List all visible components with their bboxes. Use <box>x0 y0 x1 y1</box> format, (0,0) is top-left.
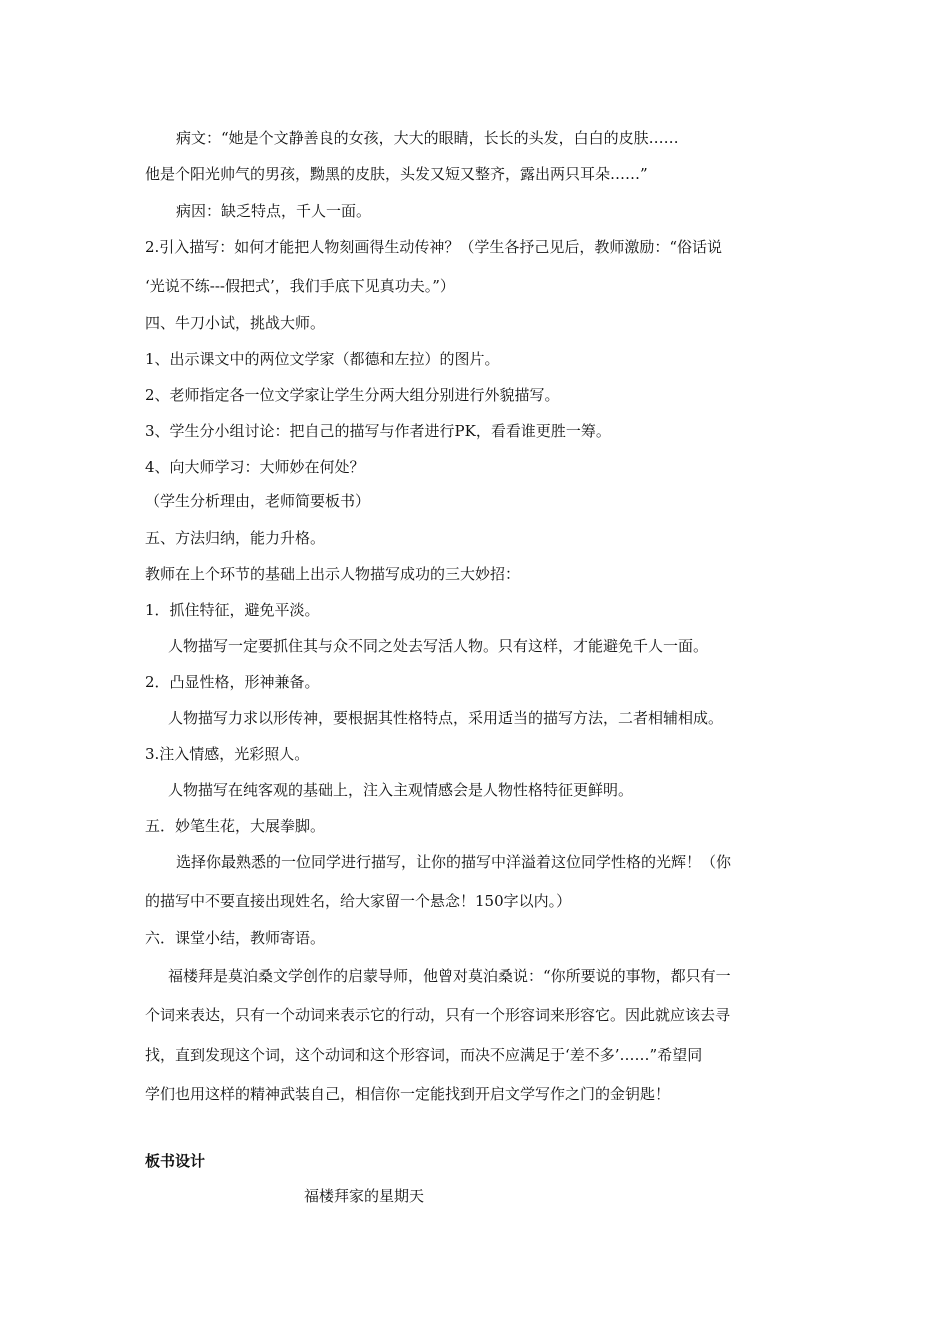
section-heading: 四、牛刀小试，挑战大师。 <box>145 314 326 332</box>
section-heading: 五、方法归纳，能力升格。 <box>145 529 326 547</box>
text-line: 1．抓住特征，避免平淡。 <box>145 601 320 619</box>
section-heading: 五．妙笔生花，大展拳脚。 <box>145 817 326 835</box>
text-line: 他是个阳光帅气的男孩，黝黑的皮肤，头发又短又整齐，露出两只耳朵……” <box>145 165 648 183</box>
text-line: 病因：缺乏特点，千人一面。 <box>176 202 372 220</box>
text-line: 2.引入描写：如何才能把人物刻画得生动传神？（学生各抒己见后，教师激励：“俗话说 <box>145 238 722 256</box>
text-line: 人物描写一定要抓住其与众不同之处去写活人物。只有这样，才能避免千人一面。 <box>168 637 709 655</box>
text-line: 病文：“她是个文静善良的女孩，大大的眼睛，长长的头发，白白的皮肤…… <box>176 129 679 147</box>
text-line: 个词来表达，只有一个动词来表示它的行动，只有一个形容词来形容它。因此就应该去寻 <box>145 1006 731 1024</box>
text-line: 3、学生分小组讨论：把自己的描写与作者进行PK，看看谁更胜一筹。 <box>145 422 611 440</box>
section-heading: 六．课堂小结，教师寄语。 <box>145 929 326 947</box>
board-title: 福楼拜家的星期天 <box>304 1187 425 1205</box>
text-line: 1、出示课文中的两位文学家（都德和左拉）的图片。 <box>145 350 500 368</box>
text-line: 4、向大师学习：大师妙在何处？ <box>145 458 365 476</box>
text-line: 3.注入情感，光彩照人。 <box>145 745 310 763</box>
text-line: 福楼拜是莫泊桑文学创作的启蒙导师，他曾对莫泊桑说：“你所要说的事物，都只有一 <box>168 967 731 985</box>
text-line: 的描写中不要直接出现姓名，给大家留一个悬念！150字以内。） <box>145 892 572 910</box>
text-line: （学生分析理由，老师简要板书） <box>145 492 371 510</box>
text-line: 2．凸显性格，形神兼备。 <box>145 673 320 691</box>
text-line: 2、老师指定各一位文学家让学生分两大组分别进行外貌描写。 <box>145 386 560 404</box>
text-line: 人物描写力求以形传神，要根据其性格特点，采用适当的描写方法，二者相辅相成。 <box>168 709 724 727</box>
text-line: 选择你最熟悉的一位同学进行描写，让你的描写中洋溢着这位同学性格的光辉！（你 <box>176 853 732 871</box>
text-line: 找，直到发现这个词，这个动词和这个形容词，而决不应满足于‘差不多’……”希望同 <box>145 1046 703 1064</box>
text-line: ‘光说不练---假把式’，我们手底下见真功夫。”） <box>145 277 455 295</box>
text-line: 教师在上个环节的基础上出示人物描写成功的三大妙招： <box>145 565 521 583</box>
text-line: 人物描写在纯客观的基础上，注入主观情感会是人物性格特征更鲜明。 <box>168 781 634 799</box>
board-design-heading: 板书设计 <box>145 1152 206 1170</box>
text-line: 学们也用这样的精神武装自己，相信你一定能找到开启文学写作之门的金钥匙！ <box>145 1085 671 1103</box>
